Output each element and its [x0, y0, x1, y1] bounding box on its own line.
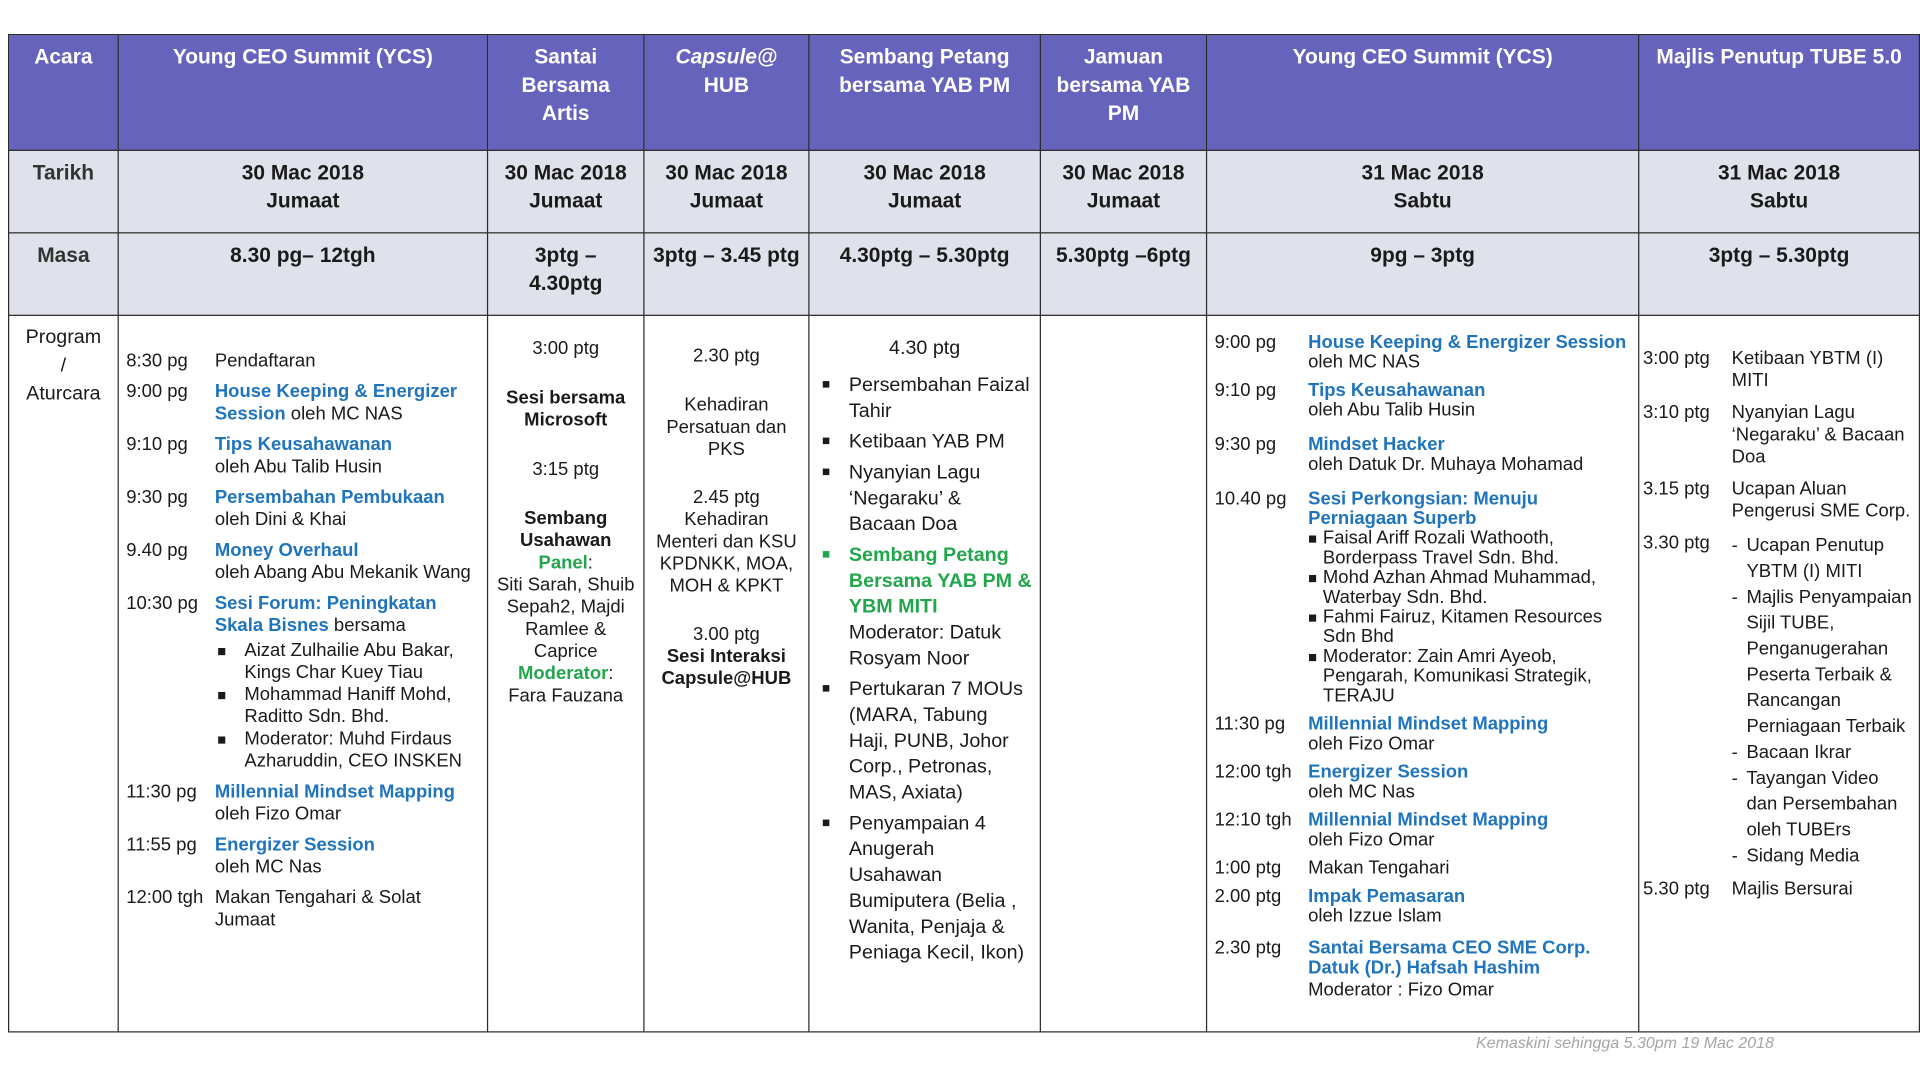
panelist-text: Moderator: Zain Amri Ayeob, Pengarah, Komunikasi Strategik, TERAJU: [1322, 645, 1592, 707]
bullet-icon: ■: [821, 547, 831, 563]
list-item: ■ Ketibaan YAB PM: [817, 429, 1032, 455]
panelist-item: [215, 640, 480, 684]
masa-cell: 9pg – 3ptg: [1207, 233, 1639, 315]
agenda-text: Makan Tengahari & Solat Jumaat: [214, 887, 421, 931]
agenda-time: 3:10 ptg: [1643, 402, 1710, 424]
session-speaker: oleh Datuk Dr. Muhaya Mohamad: [1308, 453, 1584, 475]
header-row: [9, 35, 1920, 151]
session-title: Sesi Forum: Peningkatan Skala Bisnes: [214, 592, 437, 637]
agenda-item: [1643, 478, 1914, 522]
list-item: ■ Persembahan Faizal Tahir: [817, 373, 1032, 425]
tarikh-date: 30 Mac 2018: [504, 160, 627, 185]
agenda-item: [1215, 435, 1631, 474]
session-title: House Keeping & Energizer Session: [1308, 331, 1627, 353]
list-item: [817, 542, 1032, 671]
header-col-3: [644, 35, 809, 151]
session-text: Kehadiran Menteri dan KSU KPDNKK, MOA, MOH & KPKT: [656, 509, 797, 597]
agenda-item: [1215, 811, 1631, 850]
panelist-text: Mohd Azhan Ahmad Muhammad, Waterbay Sdn. Bhd.: [1322, 567, 1596, 608]
tarikh-date: 30 Mac 2018: [665, 160, 788, 185]
panelist-item: [1308, 529, 1631, 568]
agenda-item: [1643, 879, 1914, 901]
sub-item: - Majlis Penyampaian Sijil TUBE, Penganugerahan Peserta Terbaik & Rancangan Perniagaan Terbaik: [1731, 586, 1912, 738]
moderator-name: Fara Fauzana: [508, 685, 624, 707]
header-col-7: Majlis Penutup TUBE 5.0: [1639, 35, 1920, 151]
sub-item: - Bacaan Ikrar: [1731, 741, 1852, 763]
bullet-icon: ■: [821, 434, 831, 449]
moderator-label: Moderator: [518, 663, 609, 685]
schedule-table: [8, 34, 1920, 1033]
tarikh-day: Jumaat: [266, 189, 340, 213]
session-title: Impak Pemasaran: [1308, 885, 1466, 907]
agenda-text: Pendaftaran: [214, 350, 316, 372]
sub-item: - Sidang Media: [1731, 845, 1860, 867]
session-title: Persembahan Pembukaan: [214, 487, 445, 509]
sub-item: - Ucapan Penutup YBTM (I) MITI: [1731, 535, 1885, 582]
session-speaker: oleh Abu Talib Husin: [214, 456, 382, 478]
session-title: Sembang Petang Bersama YAB PM & YBM MITI: [848, 544, 1032, 618]
time-label: 3:15 ptg: [532, 458, 600, 480]
session-speaker: oleh Fizo Omar: [1308, 733, 1435, 755]
session-text: Kehadiran Persatuan dan PKS: [666, 394, 787, 460]
tarikh-cell: [1639, 150, 1920, 232]
panelist-item: [1308, 568, 1631, 607]
session-title: Tips Keusahawanan: [214, 434, 393, 456]
agenda-time: 12:00 tgh: [1214, 761, 1292, 783]
session-title: Sembang Usahawan: [520, 508, 612, 552]
time-label: 2.30 ptg: [693, 345, 760, 367]
session-title: Sesi Interaksi Capsule@HUB: [661, 645, 792, 689]
session-title: Energizer Session: [1308, 761, 1469, 783]
tarikh-date: 30 Mac 2018: [1062, 160, 1185, 185]
session-title: Energizer Session: [214, 834, 375, 856]
agenda-item: [126, 781, 479, 825]
list-item: ■ Nyanyian Lagu ‘Negaraku’ & Bacaan Doa: [817, 460, 1032, 538]
session-speaker: oleh Abang Abu Mekanik Wang: [214, 562, 471, 584]
agenda-time: 3:00 ptg: [1643, 347, 1710, 369]
panelist-text: Faisal Ariff Rozali Wathooth, Borderpass Travel Sdn. Bhd.: [1322, 527, 1560, 569]
tarikh-date: 31 Mac 2018: [1361, 160, 1484, 185]
panelist-item: [215, 684, 480, 728]
session-title: Money Overhaul: [214, 540, 359, 561]
agenda-time: 1:00 ptg: [1214, 857, 1282, 879]
agenda-time: 12:00 tgh: [126, 887, 204, 909]
bullet-icon: ■: [821, 464, 831, 480]
header-col-1: Young CEO Summit (YCS): [118, 35, 487, 151]
bullet-icon: ■: [821, 377, 831, 393]
bullet-icon: ■: [1308, 648, 1318, 666]
agenda-text: Majlis Bersurai: [1731, 878, 1853, 900]
agenda-time: 3.30 ptg: [1643, 532, 1710, 554]
program-col-1: [118, 315, 487, 1032]
panelist-text: Aizat Zulhailie Abu Bakar, Kings Char Kuey Tiau: [244, 639, 454, 683]
schedule-page: [8, 34, 1919, 1033]
tarikh-day: Jumaat: [529, 189, 603, 213]
session-title: Sesi bersama Microsoft: [506, 387, 626, 431]
agenda-item: [1215, 333, 1631, 372]
tarikh-day: Sabtu: [1393, 189, 1452, 213]
panelist-item: [215, 728, 480, 772]
tarikh-day: Jumaat: [689, 189, 764, 213]
agenda-time: 3.15 ptg: [1643, 478, 1710, 500]
panel-line: [496, 552, 636, 574]
program-row: [9, 315, 1920, 1032]
agenda-time: 11:55 pg: [126, 834, 197, 856]
header-col-2: Santai Bersama Artis: [488, 35, 644, 151]
agenda-item: [126, 834, 479, 878]
header-acara: Acara: [9, 35, 119, 151]
agenda-item: [126, 487, 479, 531]
masa-label: Masa: [9, 233, 119, 315]
agenda-time: 2.30 ptg: [1214, 937, 1282, 959]
program-label: [9, 315, 119, 1032]
session-speaker: oleh Dini & Khai: [214, 509, 347, 531]
agenda-item: [1215, 887, 1631, 926]
session-title: Millennial Mindset Mapping: [214, 781, 455, 803]
time-label: 2.45 ptg: [693, 487, 760, 509]
tarikh-date: 31 Mac 2018: [1717, 160, 1841, 185]
bullet-icon: ■: [1308, 530, 1318, 548]
agenda-time: 5.30 ptg: [1643, 878, 1710, 900]
agenda-item: [1215, 763, 1631, 802]
masa-cell: 3ptg – 3.45 ptg: [644, 233, 809, 315]
tarikh-date: 30 Mac 2018: [241, 160, 364, 185]
colon: :: [587, 552, 593, 574]
time-label: 3.00 ptg: [693, 623, 760, 645]
agenda-time: 12:10 tgh: [1214, 809, 1292, 831]
tarikh-cell: [644, 150, 809, 232]
moderator-line: [496, 663, 636, 685]
header-col-3-rest: HUB: [703, 73, 750, 97]
session-speaker: oleh Fizo Omar: [1308, 829, 1435, 851]
agenda-text: Nyanyian Lagu ‘Negaraku’ & Bacaan Doa: [1731, 402, 1905, 468]
session-speaker: oleh Abu Talib Husin: [1308, 399, 1476, 421]
agenda-item: [1643, 348, 1914, 392]
program-col-6: [1207, 315, 1639, 1032]
session-title: Sesi Perkongsian: Menuju Perniagaan Superb: [1308, 488, 1539, 529]
bullet-icon: ■: [1308, 608, 1318, 627]
sub-item: - Tayangan Video dan Persembahan oleh TUBErs: [1731, 767, 1898, 841]
bullet-icon: ■: [217, 642, 227, 660]
agenda-list: [817, 373, 1032, 966]
panelist-item: [1308, 608, 1631, 647]
session-speaker: oleh Fizo Omar: [214, 803, 342, 825]
moderator-text: Moderator: Datuk Rosyam Noor: [848, 622, 1002, 670]
agenda-time: 9:00 pg: [126, 381, 188, 403]
agenda-item: [126, 887, 479, 931]
session-title: Tips Keusahawanan: [1308, 379, 1486, 401]
panelist-text: Moderator: Muhd Firdaus Azharuddin, CEO INSKEN: [244, 728, 463, 772]
header-col-5: Jamuan bersama YAB PM: [1040, 35, 1206, 151]
agenda-time: 9:30 pg: [126, 487, 188, 509]
tarikh-day: Jumaat: [1086, 189, 1161, 213]
program-col-3: [644, 315, 809, 1032]
session-rest: bersama: [328, 615, 406, 637]
time-label: 4.30 ptg: [889, 338, 961, 360]
masa-cell: 4.30ptg – 5.30ptg: [809, 233, 1040, 315]
program-col-2: [488, 315, 644, 1032]
agenda-time: 11:30 pg: [1214, 713, 1286, 735]
program-label-3: Aturcara: [26, 383, 101, 405]
session-title: Mindset Hacker: [1308, 434, 1445, 456]
agenda-item: [126, 540, 479, 584]
panelist-item: [1308, 647, 1631, 706]
list-item: ■ Penyampaian 4 Anugerah Usahawan Bumiputera (Belia , Wanita, Penjaja & Peniaga Kecil, Ikon): [817, 811, 1032, 966]
agenda-time: 2.00 ptg: [1214, 885, 1282, 907]
agenda-time: 9:10 pg: [126, 434, 188, 456]
session-title: Santai Bersama CEO SME Corp. Datuk (Dr.) Hafsah Hashim: [1308, 937, 1591, 979]
panel-label: Panel: [538, 552, 588, 574]
agenda-time: 11:30 pg: [126, 781, 197, 803]
tarikh-cell: [1040, 150, 1206, 232]
agenda-text: Ketibaan YBTM (I) MITI: [1731, 347, 1884, 392]
agenda-time: 10.40 pg: [1214, 488, 1287, 510]
program-label-2: /: [60, 355, 67, 377]
session-rest: oleh MC NAS: [285, 403, 403, 425]
session-speaker: oleh MC Nas: [1308, 781, 1415, 803]
session-speaker: oleh Izzue Islam: [1308, 905, 1442, 927]
masa-cell: 3ptg – 4.30ptg: [488, 233, 644, 315]
session-title: Millennial Mindset Mapping: [1308, 809, 1549, 831]
masa-cell: 5.30ptg –6ptg: [1040, 233, 1206, 315]
tarikh-cell: [1207, 150, 1639, 232]
session-moderator: Moderator : Fizo Omar: [1308, 979, 1494, 1001]
masa-cell: 8.30 pg– 12tgh: [118, 233, 487, 315]
program-col-7: [1639, 315, 1920, 1032]
agenda-item: [126, 434, 479, 478]
session-speaker: oleh MC Nas: [214, 856, 322, 878]
agenda-time: 9:00 pg: [1214, 331, 1277, 353]
agenda-item: [1215, 715, 1631, 754]
tarikh-day: Sabtu: [1749, 189, 1809, 213]
tarikh-cell: [118, 150, 487, 232]
footnote: Kemaskini sehingga 5.30pm 19 Mac 2018: [1476, 1035, 1774, 1052]
agenda-item: [1215, 939, 1631, 1003]
header-col-6: Young CEO Summit (YCS): [1207, 35, 1639, 151]
bullet-icon: ■: [821, 681, 831, 697]
agenda-time: 10:30 pg: [126, 592, 199, 614]
agenda-item: [126, 593, 479, 773]
agenda-text: Makan Tengahari: [1308, 857, 1450, 879]
time-label: 3:00 ptg: [532, 338, 600, 360]
agenda-item: [1643, 402, 1914, 468]
agenda-text: Ucapan Aluan Pengerusi SME Corp.: [1731, 478, 1911, 522]
program-col-4: [809, 315, 1040, 1032]
panelist-text: Fahmi Fairuz, Kitamen Resources Sdn Bhd: [1322, 606, 1603, 648]
tarikh-date: 30 Mac 2018: [863, 160, 986, 185]
tarikh-cell: [488, 150, 644, 232]
agenda-item: [126, 350, 479, 372]
session-title: Millennial Mindset Mapping: [1308, 713, 1549, 735]
masa-row: [9, 233, 1920, 315]
agenda-time: 9:10 pg: [1214, 379, 1277, 401]
program-label-1: Program: [25, 327, 102, 348]
tarikh-label: Tarikh: [9, 150, 119, 232]
panelist-text: Mohammad Haniff Mohd, Raditto Sdn. Bhd.: [244, 684, 452, 728]
list-item: ■ Pertukaran 7 MOUs (MARA, Tabung Haji, PUNB, Johor Corp., Petronas, MAS, Axiata): [817, 677, 1032, 806]
session-title: House Keeping & Energizer Session: [214, 381, 458, 425]
header-col-4: Sembang Petang bersama YAB PM: [809, 35, 1040, 151]
tarikh-cell: [809, 150, 1040, 232]
agenda-time: 8:30 pg: [126, 350, 188, 372]
agenda-item: [126, 381, 479, 425]
session-speaker: oleh MC NAS: [1308, 351, 1421, 373]
bullet-icon: ■: [217, 730, 227, 749]
tarikh-day: Jumaat: [887, 189, 962, 213]
agenda-item: [1215, 859, 1631, 879]
tarikh-row: [9, 150, 1920, 232]
masa-cell: 3ptg – 5.30ptg: [1639, 233, 1920, 315]
bullet-icon: ■: [821, 815, 831, 831]
agenda-item: [1215, 490, 1631, 707]
agenda-time: 9.40 pg: [126, 540, 188, 561]
agenda-item: [1643, 533, 1914, 869]
header-col-3-em: Capsule@: [675, 45, 778, 69]
panel-names: Siti Sarah, Shuib Sepah2, Majdi Ramlee & Caprice: [496, 574, 635, 662]
bullet-icon: ■: [1308, 569, 1318, 587]
agenda-time: 9:30 pg: [1214, 434, 1277, 456]
program-col-5: [1040, 315, 1206, 1032]
colon: :: [608, 663, 614, 685]
bullet-icon: ■: [217, 686, 227, 704]
agenda-item: [1215, 381, 1631, 420]
